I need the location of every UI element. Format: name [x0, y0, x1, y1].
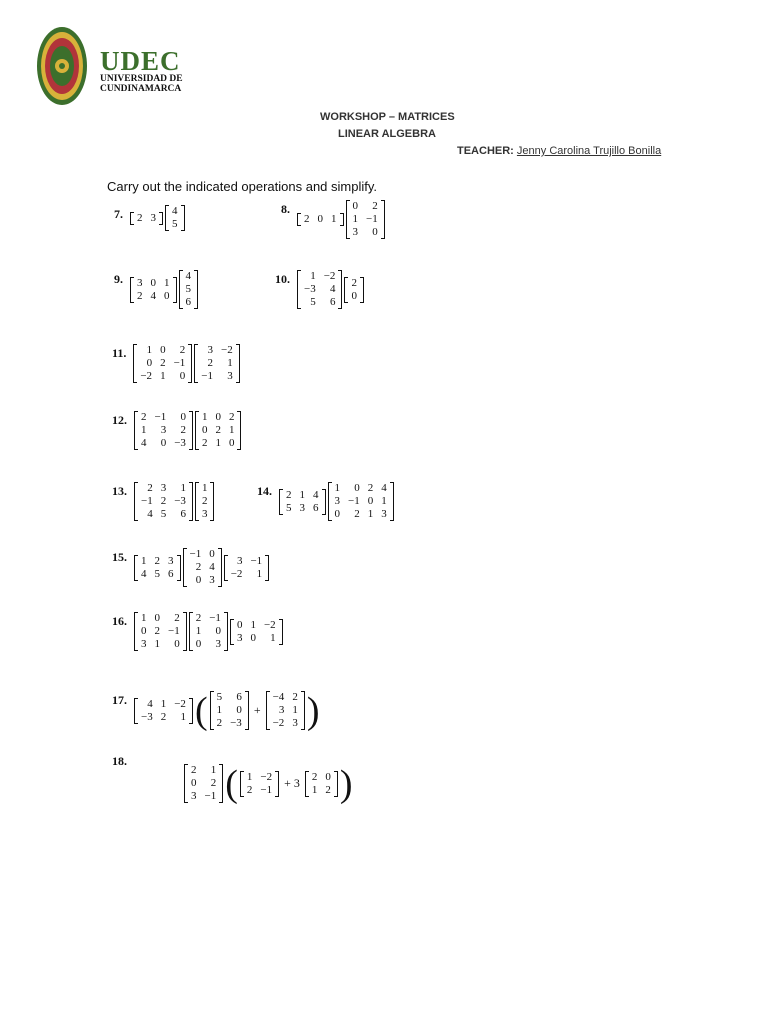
matrix-entry: 3: [160, 424, 167, 436]
matrix-entry: 3: [227, 370, 233, 382]
matrix-entry: 0: [250, 631, 256, 644]
matrix-entry: 1: [180, 482, 186, 494]
matrix-entry: −2: [140, 370, 153, 382]
matrix-entry: 0: [325, 770, 331, 783]
matrix-entry: 0: [215, 411, 221, 423]
matrix-entry: 2: [215, 424, 221, 436]
matrix-entry: −2: [174, 697, 186, 710]
matrix-entry: −1: [260, 783, 273, 796]
expression: [183, 764, 354, 803]
matrix-entry: −1: [173, 357, 186, 369]
matrix-entry: 3: [236, 631, 243, 644]
matrix-entry: 2: [292, 691, 298, 703]
matrix: [210, 691, 249, 730]
matrix: [346, 200, 385, 239]
exercise-number: 7.: [114, 207, 123, 221]
matrix: [240, 771, 279, 797]
matrix-entry: 2: [191, 764, 197, 776]
matrix-entry: 1: [352, 213, 358, 225]
exercise-number: 11.: [112, 346, 127, 360]
matrix-entry: 2: [141, 411, 147, 423]
expression: [129, 205, 186, 231]
matrix-entry: 5: [185, 283, 191, 295]
matrix-entry: 3: [160, 482, 167, 494]
matrix-entry: 4: [141, 567, 147, 580]
matrix-entry: −1: [348, 495, 360, 507]
matrix-entry: 3: [236, 554, 243, 567]
instructions: Carry out the indicated operations and simplify.: [107, 179, 378, 194]
matrix-entry: 2: [228, 411, 235, 423]
expression: [132, 344, 240, 383]
matrix-entry: 2: [180, 424, 186, 436]
exercise-15: [112, 548, 270, 587]
exercise-number: 17.: [112, 693, 127, 707]
matrix: [134, 612, 187, 651]
matrix-entry: −1: [189, 548, 202, 560]
matrix-entry: −2: [260, 770, 273, 783]
matrix-entry: 0: [236, 618, 243, 631]
matrix-entry: −1: [204, 790, 217, 802]
expression: [133, 411, 242, 450]
matrix-entry: 0: [228, 437, 235, 449]
exercise-18: [112, 752, 354, 803]
matrix-entry: 2: [160, 357, 166, 369]
matrix: [328, 482, 394, 521]
matrix-entry: −2: [323, 270, 336, 282]
matrix-entry: −2: [221, 344, 233, 356]
matrix-entry: 3: [352, 226, 358, 238]
matrix-entry: 1: [334, 482, 340, 494]
expression: [129, 270, 199, 309]
matrix-entry: 0: [164, 289, 170, 302]
matrix-entry: 2: [160, 495, 167, 507]
exercise-number: 13.: [112, 484, 127, 498]
matrix-entry: 3: [334, 495, 340, 507]
matrix-entry: −4: [272, 691, 285, 703]
matrix-entry: −3: [174, 437, 186, 449]
teacher-label: TEACHER:: [457, 145, 514, 157]
exercise-12: [112, 411, 242, 450]
matrix-entry: 3: [215, 638, 221, 650]
exercise-10: [275, 270, 365, 309]
matrix-entry: 2: [137, 211, 143, 224]
matrix-entry: 4: [185, 270, 191, 282]
matrix-entry: 2: [325, 783, 331, 796]
parenthesis: ): [306, 689, 320, 732]
expression: [133, 612, 284, 651]
matrix-entry: −2: [272, 717, 285, 729]
matrix-entry: 0: [146, 357, 153, 369]
matrix-entry: 2: [201, 437, 208, 449]
matrix-entry: 1: [201, 482, 208, 494]
matrix-entry: −1: [154, 411, 167, 423]
matrix-entry: 0: [351, 289, 357, 302]
matrix: [266, 691, 305, 730]
matrix-entry: 3: [207, 344, 213, 356]
matrix-entry: 0: [215, 625, 221, 637]
matrix-entry: 0: [352, 200, 358, 212]
exercise-number: 12.: [112, 413, 127, 427]
matrix-entry: 0: [317, 213, 323, 225]
university-seal-logo: [36, 26, 88, 106]
operator: + 3: [284, 776, 300, 790]
parenthesis: (: [225, 762, 238, 805]
matrix-entry: 3: [292, 717, 298, 729]
exercise-11: [112, 344, 241, 383]
matrix-entry: 1: [195, 625, 202, 637]
matrix: [134, 482, 193, 521]
matrix-entry: 0: [191, 777, 197, 789]
matrix-entry: −1: [201, 370, 213, 382]
matrix-entry: 3: [141, 638, 147, 650]
matrix: [165, 205, 185, 231]
matrix-entry: −2: [230, 567, 243, 580]
matrix-entry: 0: [195, 574, 202, 586]
matrix-entry: 1: [141, 424, 147, 436]
matrix-entry: 4: [209, 561, 215, 573]
matrix-entry: 3: [191, 790, 197, 802]
exercise-number: 9.: [114, 272, 123, 286]
expression: [296, 200, 386, 239]
expression: [278, 482, 395, 521]
matrix-entry: 2: [216, 717, 223, 729]
matrix: [297, 270, 342, 309]
matrix-entry: 0: [334, 508, 340, 520]
matrix: [133, 344, 192, 383]
exercise-number: 8.: [281, 202, 290, 216]
matrix-entry: 0: [150, 276, 156, 289]
matrix-entry: 5: [172, 218, 178, 230]
matrix-entry: 0: [174, 638, 180, 650]
matrix-entry: 4: [172, 205, 178, 217]
matrix-entry: 0: [195, 638, 202, 650]
matrix-entry: 1: [180, 710, 186, 723]
matrix-entry: −3: [141, 710, 153, 723]
matrix-entry: 1: [201, 411, 208, 423]
matrix-entry: 4: [313, 488, 319, 501]
expression: [133, 482, 215, 521]
matrix-entry: 1: [141, 612, 147, 624]
matrix-entry: 1: [256, 567, 263, 580]
matrix-entry: 0: [154, 612, 160, 624]
matrix-entry: 6: [185, 296, 191, 308]
operator: +: [253, 703, 261, 717]
matrix-entry: 1: [154, 638, 160, 650]
matrix-entry: 2: [154, 554, 160, 567]
matrix-entry: −3: [304, 283, 316, 295]
matrix-entry: 2: [351, 276, 357, 289]
matrix: [179, 270, 199, 309]
matrix-entry: 0: [160, 344, 166, 356]
matrix-entry: 2: [160, 710, 167, 723]
exercise-9: [114, 270, 199, 309]
matrix-entry: 1: [299, 488, 305, 501]
matrix-entry: 0: [367, 495, 374, 507]
matrix: [134, 698, 193, 724]
matrix-entry: 0: [354, 482, 360, 494]
university-brand: [100, 48, 183, 94]
matrix-entry: 2: [372, 200, 378, 212]
matrix-entry: 2: [311, 770, 318, 783]
brand-name: UDEC: [100, 46, 181, 76]
matrix-entry: 1: [292, 704, 298, 716]
matrix-entry: 3: [381, 508, 387, 520]
matrix-entry: 2: [304, 213, 310, 225]
parenthesis: ): [339, 762, 353, 805]
matrix-entry: 2: [286, 488, 292, 501]
exercise-8: [281, 200, 386, 239]
teacher-name: Jenny Carolina Trujillo Bonilla: [516, 145, 662, 157]
matrix-entry: 1: [216, 704, 223, 716]
matrix-entry: 6: [313, 501, 319, 514]
matrix-entry: 1: [160, 697, 167, 710]
matrix-entry: −3: [230, 717, 242, 729]
matrix-entry: 1: [250, 618, 256, 631]
matrix-entry: 4: [147, 508, 153, 520]
matrix-entry: 2: [195, 612, 202, 624]
matrix-entry: 5: [160, 508, 167, 520]
matrix-entry: 1: [210, 764, 217, 776]
matrix: [130, 212, 163, 225]
matrix-entry: 4: [147, 697, 153, 710]
matrix: [134, 555, 181, 581]
matrix: [194, 344, 239, 383]
exercise-number: 10.: [275, 272, 290, 286]
matrix-entry: 2: [147, 482, 153, 494]
exercise-14: [257, 482, 395, 521]
matrix-entry: 2: [207, 357, 213, 369]
matrix-entry: 5: [216, 691, 223, 703]
exercise-number: 16.: [112, 614, 127, 628]
matrix-entry: 4: [329, 283, 336, 295]
matrix: [134, 411, 193, 450]
matrix-entry: 1: [367, 508, 374, 520]
expression: [133, 548, 270, 587]
matrix-entry: 2: [246, 783, 253, 796]
matrix-entry: −1: [141, 495, 153, 507]
matrix-entry: 6: [329, 296, 336, 308]
matrix-entry: 1: [311, 783, 318, 796]
matrix-entry: 0: [160, 437, 167, 449]
matrix: [297, 213, 344, 226]
matrix-entry: 4: [150, 289, 156, 302]
exercise-number: 18.: [112, 754, 127, 768]
teacher-line: [457, 145, 661, 157]
matrix-entry: 2: [195, 561, 202, 573]
matrix-entry: 1: [228, 424, 235, 436]
matrix-entry: 3: [137, 276, 143, 289]
matrix: [195, 411, 242, 450]
matrix-entry: 5: [310, 296, 316, 308]
matrix-entry: −1: [168, 625, 180, 637]
expression: [133, 691, 320, 730]
matrix-entry: 1: [160, 370, 166, 382]
exercise-13: [112, 482, 215, 521]
matrix: [279, 489, 326, 515]
expression: [296, 270, 365, 309]
matrix-entry: 3: [201, 508, 208, 520]
matrix-entry: 2: [179, 344, 186, 356]
parenthesis: (: [194, 689, 208, 732]
matrix: [130, 277, 177, 303]
page-subtitle: LINEAR ALGEBRA: [338, 128, 436, 140]
matrix-entry: 0: [141, 625, 147, 637]
page-title: WORKSHOP – MATRICES: [320, 111, 455, 123]
matrix-entry: 5: [154, 567, 160, 580]
exercise-17: [112, 691, 320, 730]
exercise-16: [112, 612, 284, 651]
matrix-entry: 1: [310, 270, 316, 282]
matrix-entry: 1: [246, 770, 253, 783]
exercise-7: [114, 205, 186, 231]
matrix-entry: 1: [381, 495, 387, 507]
matrix: [224, 555, 269, 581]
matrix-entry: 2: [137, 289, 143, 302]
matrix-entry: 0: [201, 424, 208, 436]
exercise-number: 15.: [112, 550, 127, 564]
matrix-entry: 1: [270, 631, 276, 644]
matrix-entry: 2: [174, 612, 180, 624]
matrix: [305, 771, 338, 797]
matrix-entry: 3: [278, 704, 285, 716]
brand-sub-2: CUNDINAMARCA: [100, 84, 182, 94]
matrix: [344, 277, 364, 303]
matrix-entry: 4: [141, 437, 147, 449]
matrix-entry: 0: [179, 370, 186, 382]
matrix-entry: 6: [168, 567, 174, 580]
matrix-entry: 1: [227, 357, 233, 369]
matrix-entry: −1: [366, 213, 378, 225]
matrix-entry: −2: [263, 618, 276, 631]
matrix-entry: 4: [381, 482, 387, 494]
matrix-entry: 0: [372, 226, 378, 238]
matrix: [184, 764, 223, 803]
matrix: [230, 619, 283, 645]
matrix-entry: 1: [215, 437, 221, 449]
matrix-entry: 2: [154, 625, 160, 637]
matrix-entry: 0: [209, 548, 215, 560]
exercise-number: 14.: [257, 484, 272, 498]
matrix-entry: 0: [236, 704, 242, 716]
matrix-entry: 1: [164, 276, 170, 289]
matrix: [189, 612, 228, 651]
matrix-entry: 0: [180, 411, 186, 423]
matrix-entry: −1: [250, 554, 263, 567]
matrix-entry: 1: [331, 213, 337, 225]
matrix-entry: 1: [146, 344, 153, 356]
matrix: [195, 482, 215, 521]
matrix-entry: 1: [141, 554, 147, 567]
matrix-entry: 2: [354, 508, 360, 520]
matrix-entry: −1: [209, 612, 221, 624]
matrix-entry: −3: [174, 495, 186, 507]
matrix-entry: 6: [236, 691, 242, 703]
matrix-entry: 3: [299, 501, 305, 514]
brand-sub-1: UNIVERSIDAD DE: [100, 74, 183, 84]
matrix-entry: 3: [209, 574, 215, 586]
matrix-entry: 2: [367, 482, 374, 494]
matrix: [183, 548, 222, 587]
matrix-entry: 2: [210, 777, 217, 789]
matrix-entry: 2: [201, 495, 208, 507]
matrix-entry: 3: [150, 211, 156, 224]
matrix-entry: 3: [168, 554, 174, 567]
matrix-entry: 5: [286, 501, 292, 514]
matrix-entry: 6: [180, 508, 186, 520]
